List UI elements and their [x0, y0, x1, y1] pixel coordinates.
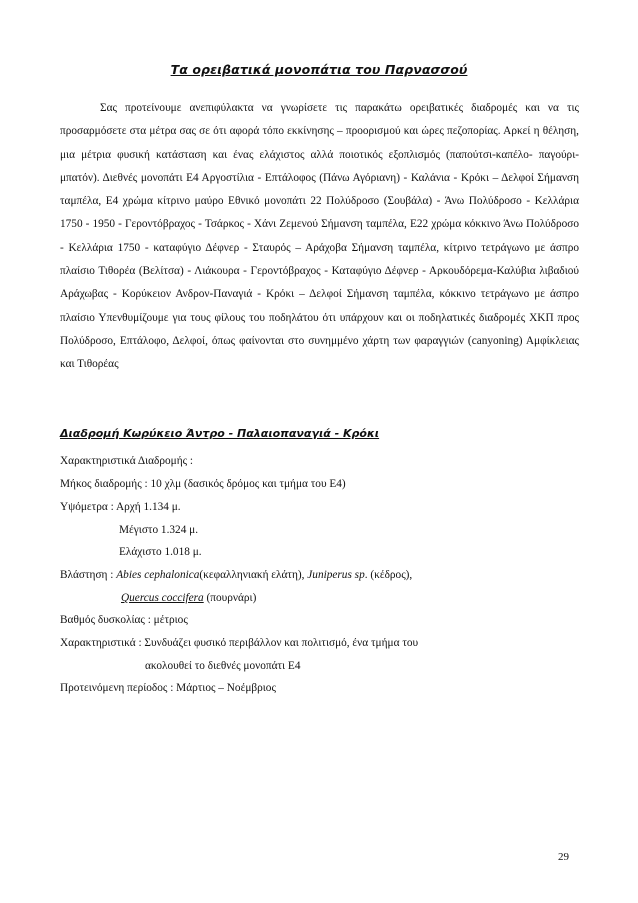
vegetation-species-3: Quercus coccifera [121, 592, 204, 604]
vegetation-common-3: (πουρνάρι) [203, 592, 257, 604]
route-heading: Διαδρομή Κωρύκειο Άντρο - Παλαιοπαναγιά - Κρόκι [60, 427, 380, 440]
route-vegetation-cont [121, 591, 256, 605]
route-difficulty: Βαθμός δυσκολίας : μέτριος [60, 614, 188, 626]
vegetation-species-2: Juniperus sp [307, 569, 365, 581]
route-altitude-min: Ελάχιστο 1.018 μ. [119, 546, 202, 558]
route-length: Μήκος διαδρομής : 10 χλμ (δασικός δρόμος και τμήμα του Ε4) [60, 478, 346, 490]
route-altitude-max: Μέγιστο 1.324 μ. [119, 524, 199, 536]
route-period: Προτεινόμενη περίοδος : Μάρτιος – Νοέμβριος [60, 682, 276, 694]
route-features-label: Χαρακτηριστικά Διαδρομής : [60, 455, 194, 467]
vegetation-common-2: . (κέδρος), [364, 569, 413, 581]
route-characteristics-cont: ακολουθεί το διεθνές μονοπάτι Ε4 [145, 660, 301, 672]
route-characteristics: Χαρακτηριστικά : Συνδυάζει φυσικό περιβάλλον και πολιτισμό, ένα τμήμα του [60, 637, 419, 649]
route-altitude-start: Υψόμετρα : Αρχή 1.134 μ. [60, 501, 181, 513]
page-number: 29 [558, 851, 569, 863]
vegetation-common-1: (κεφαλληνιακή ελάτη), [199, 569, 308, 581]
vegetation-species-1: Abies cephalonica [116, 569, 200, 581]
route-vegetation [60, 568, 412, 582]
page-title: Τα ορειβατικά μονοπάτια του Παρνασσού [170, 62, 468, 77]
intro-paragraph: Σας προτείνουμε ανεπιφύλακτα να γνωρίσετε τις παρακάτω ορειβατικές διαδρομές και να τις προσαρμόσετε στα μέτρα σας σε ότι αφορά τόπο εκκίνησης – προορισμού και ώρες πεζοπορίας. Αρκεί η θέληση, μια μέτρια φυσική κατάσταση και ένας ελάχιστος αλλά ποιοτικός εξοπλισμός (παπούτσι-καπέλο- παγούρι-μπατόν). Διεθνές μονοπάτι Ε4 Αργοστίλια - Επτάλοφος (Πάνω Αγόριανη) - Καλάνια - Κρόκι – Δελφοί Σήμανση ταμπέλα, Ε4 χρώμα κίτρινο μαύρο Εθνικό μονοπάτι 22 Πολύδροσο (Σουβάλα) - Άνω Πολύδροσο - Κελλάρια 1750 - 1950 - Γεροντόβραχος - Τσάρκος - Χάνι Ζεμενού Σήμανση ταμπέλα, Ε22 χρώμα κόκκινο Άνω Πολύδροσο - Κελλάρια 1750 - καταφύγιο Δέφνερ - Σταυρός – Αράχοβα Σήμανση ταμπέλα, κίτρινο τετράγωνο με άσπρο πλαίσιο Τιθορέα (Βελίτσα) - Λιάκουρα - Γεροντόβραχος - Καταφύγιο Δέφνερ - Αρκουδόρεμα-Καλύβια λιβαδιού Αράχωβας - Κορύκειον Ανδρον-Παναγιά - Κρόκι – Δελφοί Σήμανση ταμπέλα, κόκκινο τετράγωνο με άσπρο πλαίσιο Υπενθυμίζουμε για τους φίλους του ποδηλάτου ότι υπάρχουν και οι ποδηλατικές διαδρομές ΧΚΠ προς Πολύδροσο, Επτάλοφο, Δελφοί, όπως φαίνονται στο συνημμένο χάρτη των φαραγγιών (canyoning) Αμφίκλειας και Τιθορέας [60, 102, 579, 371]
vegetation-label: Βλάστηση : [60, 569, 117, 581]
